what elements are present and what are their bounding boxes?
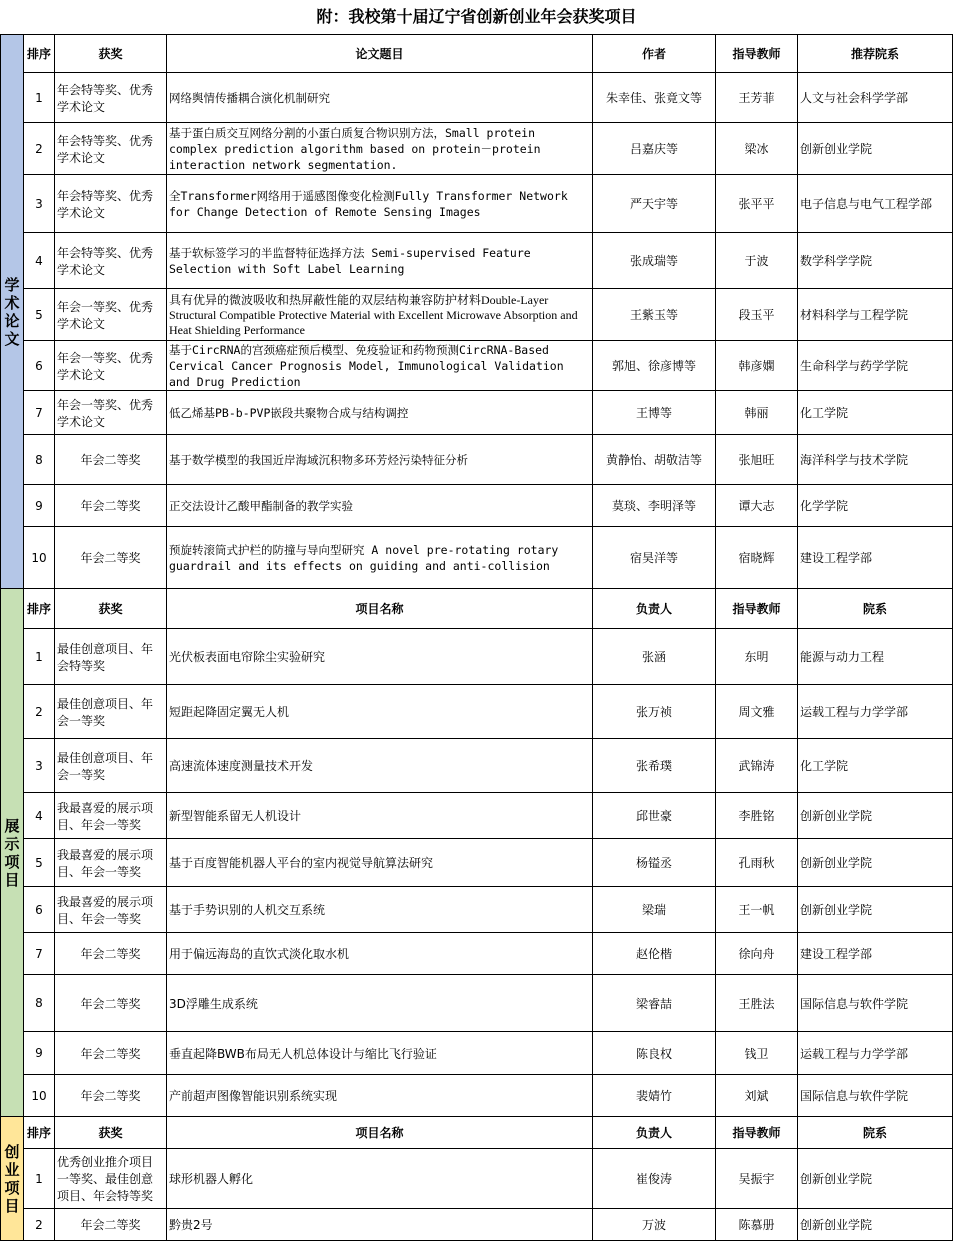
title-cell: 球形机器人孵化 xyxy=(167,1149,593,1209)
teacher-cell: 张旭旺 xyxy=(716,435,798,485)
author-cell: 张希璞 xyxy=(593,739,716,793)
award-cell: 最佳创意项目、年会一等奖 xyxy=(55,685,167,739)
dept-cell: 化工学院 xyxy=(798,739,953,793)
teacher-cell: 刘斌 xyxy=(716,1075,798,1117)
table-row xyxy=(1,839,953,887)
row-number: 1 xyxy=(24,1149,55,1209)
award-cell: 年会特等奖、优秀学术论文 xyxy=(55,175,167,233)
row-number: 10 xyxy=(24,1075,55,1117)
title-cell: 3D浮雕生成系统 xyxy=(167,975,593,1032)
author-cell: 王紫玉等 xyxy=(593,289,716,341)
col-dept-header: 推荐院系 xyxy=(798,35,953,73)
table-row xyxy=(1,73,953,123)
teacher-cell: 徐向舟 xyxy=(716,933,798,975)
teacher-cell: 韩彦嫻 xyxy=(716,341,798,391)
teacher-cell: 段玉平 xyxy=(716,289,798,341)
author-cell: 张成瑞等 xyxy=(593,233,716,289)
table-row xyxy=(1,1075,953,1117)
section-label xyxy=(1,589,24,1117)
row-number: 4 xyxy=(24,793,55,839)
title-cell: 垂直起降BWB布局无人机总体设计与缩比飞行验证 xyxy=(167,1032,593,1075)
title-cell: 基于数学模型的我国近岸海域沉积物多环芳烃污染特征分析 xyxy=(167,435,593,485)
author-cell: 邱世豪 xyxy=(593,793,716,839)
award-cell: 年会二等奖 xyxy=(55,435,167,485)
award-cell: 年会特等奖、优秀学术论文 xyxy=(55,233,167,289)
title-cell: 基于CircRNA的宫颈癌症预后模型、免疫验证和药物预测CircRNA-Based Cervical Cancer Prognosis Model, Immunological Validation and Drug Prediction xyxy=(167,341,593,391)
award-cell: 年会二等奖 xyxy=(55,1032,167,1075)
title-cell: 具有优异的微波吸收和热屏蔽性能的双层结构兼容防护材料Double-Layer Structural Compatible Protective Material with Excellent Microwave Absorption and Heat Shielding Performance xyxy=(167,289,593,341)
dept-cell: 生命科学与药学学院 xyxy=(798,341,953,391)
col-no-header: 排序 xyxy=(24,1117,55,1149)
row-number: 10 xyxy=(24,527,55,589)
page-title: 附：我校第十届辽宁省创新创业年会获奖项目 xyxy=(316,7,637,26)
col-teacher-header: 指导教师 xyxy=(716,1117,798,1149)
award-cell: 年会二等奖 xyxy=(55,1209,167,1241)
row-number: 8 xyxy=(24,435,55,485)
row-number: 2 xyxy=(24,685,55,739)
title-cell: 预旋转滚筒式护栏的防撞与导向型研究 A novel pre-rotating rotary guardrail and its effects on guiding and anti-collision xyxy=(167,527,593,589)
award-cell: 我最喜爱的展示项目、年会一等奖 xyxy=(55,839,167,887)
author-cell: 梁睿喆 xyxy=(593,975,716,1032)
dept-cell: 建设工程学部 xyxy=(798,933,953,975)
teacher-cell: 王芳菲 xyxy=(716,73,798,123)
teacher-cell: 于波 xyxy=(716,233,798,289)
dept-cell: 电子信息与电气工程学部 xyxy=(798,175,953,233)
table-row xyxy=(1,435,953,485)
section-label-text: 展示项目 xyxy=(4,816,20,889)
author-cell: 杨镒丞 xyxy=(593,839,716,887)
dept-cell: 创新创业学院 xyxy=(798,839,953,887)
section-label-text: 学术论文 xyxy=(4,275,20,348)
dept-cell: 能源与动力工程 xyxy=(798,629,953,685)
row-number: 1 xyxy=(24,629,55,685)
table-row xyxy=(1,527,953,589)
table-row xyxy=(1,391,953,435)
section-label xyxy=(1,35,24,589)
section-header-row xyxy=(1,1117,953,1149)
table-row xyxy=(1,793,953,839)
award-cell: 年会二等奖 xyxy=(55,485,167,527)
table-row xyxy=(1,341,953,391)
dept-cell: 创新创业学院 xyxy=(798,887,953,933)
teacher-cell: 王胜法 xyxy=(716,975,798,1032)
row-number: 2 xyxy=(24,123,55,175)
col-award-header: 获奖 xyxy=(55,589,167,629)
award-cell: 年会二等奖 xyxy=(55,975,167,1032)
row-number: 3 xyxy=(24,739,55,793)
author-cell: 朱幸佳、张竟文等 xyxy=(593,73,716,123)
row-number: 7 xyxy=(24,933,55,975)
col-teacher-header: 指导教师 xyxy=(716,35,798,73)
teacher-cell: 王一帆 xyxy=(716,887,798,933)
teacher-cell: 东明 xyxy=(716,629,798,685)
author-cell: 吕嘉庆等 xyxy=(593,123,716,175)
dept-cell: 国际信息与软件学院 xyxy=(798,1075,953,1117)
author-cell: 王博等 xyxy=(593,391,716,435)
table-row xyxy=(1,289,953,341)
title-cell: 短距起降固定翼无人机 xyxy=(167,685,593,739)
section-header-row xyxy=(1,589,953,629)
row-number: 5 xyxy=(24,289,55,341)
col-no-header: 排序 xyxy=(24,35,55,73)
author-cell: 张涵 xyxy=(593,629,716,685)
row-number: 7 xyxy=(24,391,55,435)
teacher-cell: 梁冰 xyxy=(716,123,798,175)
row-number: 6 xyxy=(24,887,55,933)
table-row xyxy=(1,685,953,739)
dept-cell: 运载工程与力学学部 xyxy=(798,685,953,739)
table-row xyxy=(1,887,953,933)
author-cell: 严天宇等 xyxy=(593,175,716,233)
author-cell: 崔俊涛 xyxy=(593,1149,716,1209)
section-label xyxy=(1,1117,24,1241)
author-cell: 莫琰、李明泽等 xyxy=(593,485,716,527)
teacher-cell: 吴振宇 xyxy=(716,1149,798,1209)
col-no-header: 排序 xyxy=(24,589,55,629)
col-award-header: 获奖 xyxy=(55,35,167,73)
dept-cell: 创新创业学院 xyxy=(798,1209,953,1241)
title-cell: 高速流体速度测量技术开发 xyxy=(167,739,593,793)
col-author-header: 作者 xyxy=(593,35,716,73)
teacher-cell: 周文雅 xyxy=(716,685,798,739)
author-cell: 黄静怡、胡敬洁等 xyxy=(593,435,716,485)
author-cell: 郭旭、徐彦博等 xyxy=(593,341,716,391)
row-number: 9 xyxy=(24,1032,55,1075)
teacher-cell: 陈慕册 xyxy=(716,1209,798,1241)
teacher-cell: 钱卫 xyxy=(716,1032,798,1075)
dept-cell: 创新创业学院 xyxy=(798,1149,953,1209)
row-number: 1 xyxy=(24,73,55,123)
teacher-cell: 宿晓辉 xyxy=(716,527,798,589)
author-cell: 万波 xyxy=(593,1209,716,1241)
author-cell: 裴婧竹 xyxy=(593,1075,716,1117)
col-author-header: 负责人 xyxy=(593,1117,716,1149)
table-row xyxy=(1,233,953,289)
title-cell: 网络舆情传播耦合演化机制研究 xyxy=(167,73,593,123)
title-cell: 正交法设计乙酸甲酯制备的教学实验 xyxy=(167,485,593,527)
teacher-cell: 孔雨秋 xyxy=(716,839,798,887)
award-cell: 年会特等奖、优秀学术论文 xyxy=(55,73,167,123)
section-label-text: 创业项目 xyxy=(4,1142,20,1215)
dept-cell: 国际信息与软件学院 xyxy=(798,975,953,1032)
dept-cell: 材料科学与工程学院 xyxy=(798,289,953,341)
dept-cell: 化工学院 xyxy=(798,391,953,435)
teacher-cell: 张平平 xyxy=(716,175,798,233)
award-cell: 年会二等奖 xyxy=(55,933,167,975)
col-dept-header: 院系 xyxy=(798,589,953,629)
col-title-header: 论文题目 xyxy=(167,35,593,73)
award-cell: 优秀创业推介项目一等奖、最佳创意项目、年会特等奖 xyxy=(55,1149,167,1209)
row-number: 2 xyxy=(24,1209,55,1241)
table-row xyxy=(1,975,953,1032)
author-cell: 陈良权 xyxy=(593,1032,716,1075)
dept-cell: 数学科学学院 xyxy=(798,233,953,289)
award-cell: 年会一等奖、优秀学术论文 xyxy=(55,289,167,341)
title-cell: 全Transformer网络用于遥感图像变化检测Fully Transformer Network for Change Detection of Remote Sensing Images xyxy=(167,175,593,233)
award-cell: 我最喜爱的展示项目、年会一等奖 xyxy=(55,887,167,933)
dept-cell: 运载工程与力学学部 xyxy=(798,1032,953,1075)
table-row xyxy=(1,123,953,175)
dept-cell: 人文与社会科学学部 xyxy=(798,73,953,123)
row-number: 3 xyxy=(24,175,55,233)
col-teacher-header: 指导教师 xyxy=(716,589,798,629)
dept-cell: 化学学院 xyxy=(798,485,953,527)
award-cell: 年会特等奖、优秀学术论文 xyxy=(55,123,167,175)
dept-cell: 建设工程学部 xyxy=(798,527,953,589)
table-row xyxy=(1,933,953,975)
section-header-row xyxy=(1,35,953,73)
teacher-cell: 武锦涛 xyxy=(716,739,798,793)
title-cell: 低乙烯基PB-b-PVP嵌段共聚物合成与结构调控 xyxy=(167,391,593,435)
title-cell: 基于蛋白质交互网络分割的小蛋白质复合物识别方法，Small protein complex prediction algorithm based on protein－protein interaction network segmentation. xyxy=(167,123,593,175)
table-row xyxy=(1,1149,953,1209)
col-author-header: 负责人 xyxy=(593,589,716,629)
award-cell: 最佳创意项目、年会特等奖 xyxy=(55,629,167,685)
title-cell: 产前超声图像智能识别系统实现 xyxy=(167,1075,593,1117)
title-cell: 基于软标签学习的半监督特征选择方法 Semi-supervised Feature Selection with Soft Label Learning xyxy=(167,233,593,289)
title-cell: 基于手势识别的人机交互系统 xyxy=(167,887,593,933)
col-title-header: 项目名称 xyxy=(167,1117,593,1149)
title-cell: 新型智能系留无人机设计 xyxy=(167,793,593,839)
row-number: 4 xyxy=(24,233,55,289)
award-cell: 年会一等奖、优秀学术论文 xyxy=(55,341,167,391)
awards-table xyxy=(0,34,953,1241)
author-cell: 梁瑞 xyxy=(593,887,716,933)
table-row xyxy=(1,175,953,233)
teacher-cell: 韩丽 xyxy=(716,391,798,435)
table-row xyxy=(1,739,953,793)
table-row xyxy=(1,485,953,527)
dept-cell: 创新创业学院 xyxy=(798,793,953,839)
table-row xyxy=(1,1032,953,1075)
title-cell: 用于偏远海岛的直饮式淡化取水机 xyxy=(167,933,593,975)
author-cell: 张万祯 xyxy=(593,685,716,739)
award-cell: 年会二等奖 xyxy=(55,1075,167,1117)
title-cell: 基于百度智能机器人平台的室内视觉导航算法研究 xyxy=(167,839,593,887)
row-number: 6 xyxy=(24,341,55,391)
award-cell: 最佳创意项目、年会一等奖 xyxy=(55,739,167,793)
row-number: 5 xyxy=(24,839,55,887)
award-cell: 年会一等奖、优秀学术论文 xyxy=(55,391,167,435)
award-cell: 年会二等奖 xyxy=(55,527,167,589)
title-cell: 黔贵2号 xyxy=(167,1209,593,1241)
author-cell: 宿昊洋等 xyxy=(593,527,716,589)
row-number: 8 xyxy=(24,975,55,1032)
author-cell: 赵伦楷 xyxy=(593,933,716,975)
award-cell: 我最喜爱的展示项目、年会一等奖 xyxy=(55,793,167,839)
table-row xyxy=(1,1209,953,1241)
teacher-cell: 李胜铭 xyxy=(716,793,798,839)
dept-cell: 海洋科学与技术学院 xyxy=(798,435,953,485)
dept-cell: 创新创业学院 xyxy=(798,123,953,175)
teacher-cell: 谭大志 xyxy=(716,485,798,527)
title-cell: 光伏板表面电帘除尘实验研究 xyxy=(167,629,593,685)
col-dept-header: 院系 xyxy=(798,1117,953,1149)
row-number: 9 xyxy=(24,485,55,527)
table-row xyxy=(1,629,953,685)
col-title-header: 项目名称 xyxy=(167,589,593,629)
col-award-header: 获奖 xyxy=(55,1117,167,1149)
